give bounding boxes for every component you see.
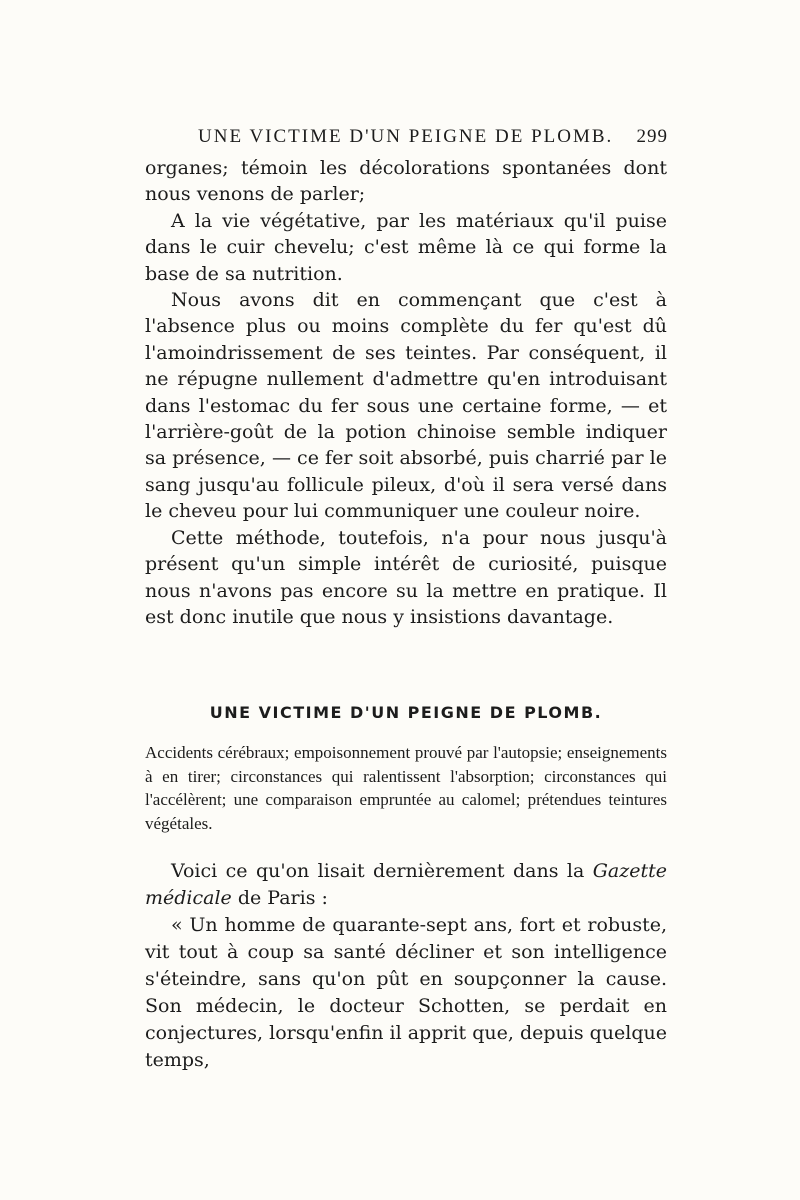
paragraph-2: A la vie végétative, par les matériaux qu'il puise dans le cuir chevelu; c'est même là ce qui forme la base de sa nutrition. — [145, 209, 667, 285]
paragraph-5 — [145, 858, 667, 912]
paragraph-3: Nous avons dit en commençant que c'est à l'absence plus ou moins complète du fer qu'est dû l'amoindrissement de ses teintes. Par conséquent, il ne répugne nullement d'admettre qu'en introduisant dans l'estomac du fer sous une certaine forme, — et l'arrière-goût de la potion chinoise semble indiquer sa présence, — ce fer soit absorbé, puis charrié par le sang jusqu'au follicule pileux, d'où il sera versé dans le cheveu pour lui communiquer une couleur noire. — [145, 289, 667, 523]
journal-title: Gazette médicale — [145, 860, 667, 909]
running-title: UNE VICTIME D'UN PEIGNE DE PLOMB. — [198, 126, 614, 147]
section-title: UNE VICTIME D'UN PEIGNE DE PLOMB. — [209, 703, 603, 722]
paragraph-5-end: de Paris : — [231, 887, 328, 909]
paragraph-6: « Un homme de quarante-sept ans, fort et robuste, vit tout à coup sa santé décliner et son intelligence s'éteindre, sans qu'on pût en soupçonner la cause. Son médecin, le docteur Schotten, se perdait en conjectures, lorsqu'enfin il apprit que, depuis quelque temps, — [145, 914, 667, 1071]
running-header — [198, 126, 668, 148]
section-summary: Accidents cérébraux; empoisonnement prouvé par l'autopsie; enseignements à en tirer; circonstances qui ralentissent l'absorption; circonstances qui l'accélèrent; une comparaison empruntée au calomel; prétendues teintures végétales. — [145, 743, 667, 833]
page-number: 299 — [636, 126, 668, 147]
main-text — [145, 155, 667, 630]
paragraph-5-start: Voici ce qu'on lisait dernièrement dans la — [171, 860, 593, 882]
paragraph-4: Cette méthode, toutefois, n'a pour nous jusqu'à présent qu'un simple intérêt de curiosité, puisque nous n'avons pas encore su la mettre en pratique. Il est donc inutile que nous y insistions davantage. — [145, 526, 667, 628]
section-text — [145, 858, 667, 1074]
paragraph-1: organes; témoin les décolorations spontanées dont nous venons de parler; — [145, 157, 667, 206]
